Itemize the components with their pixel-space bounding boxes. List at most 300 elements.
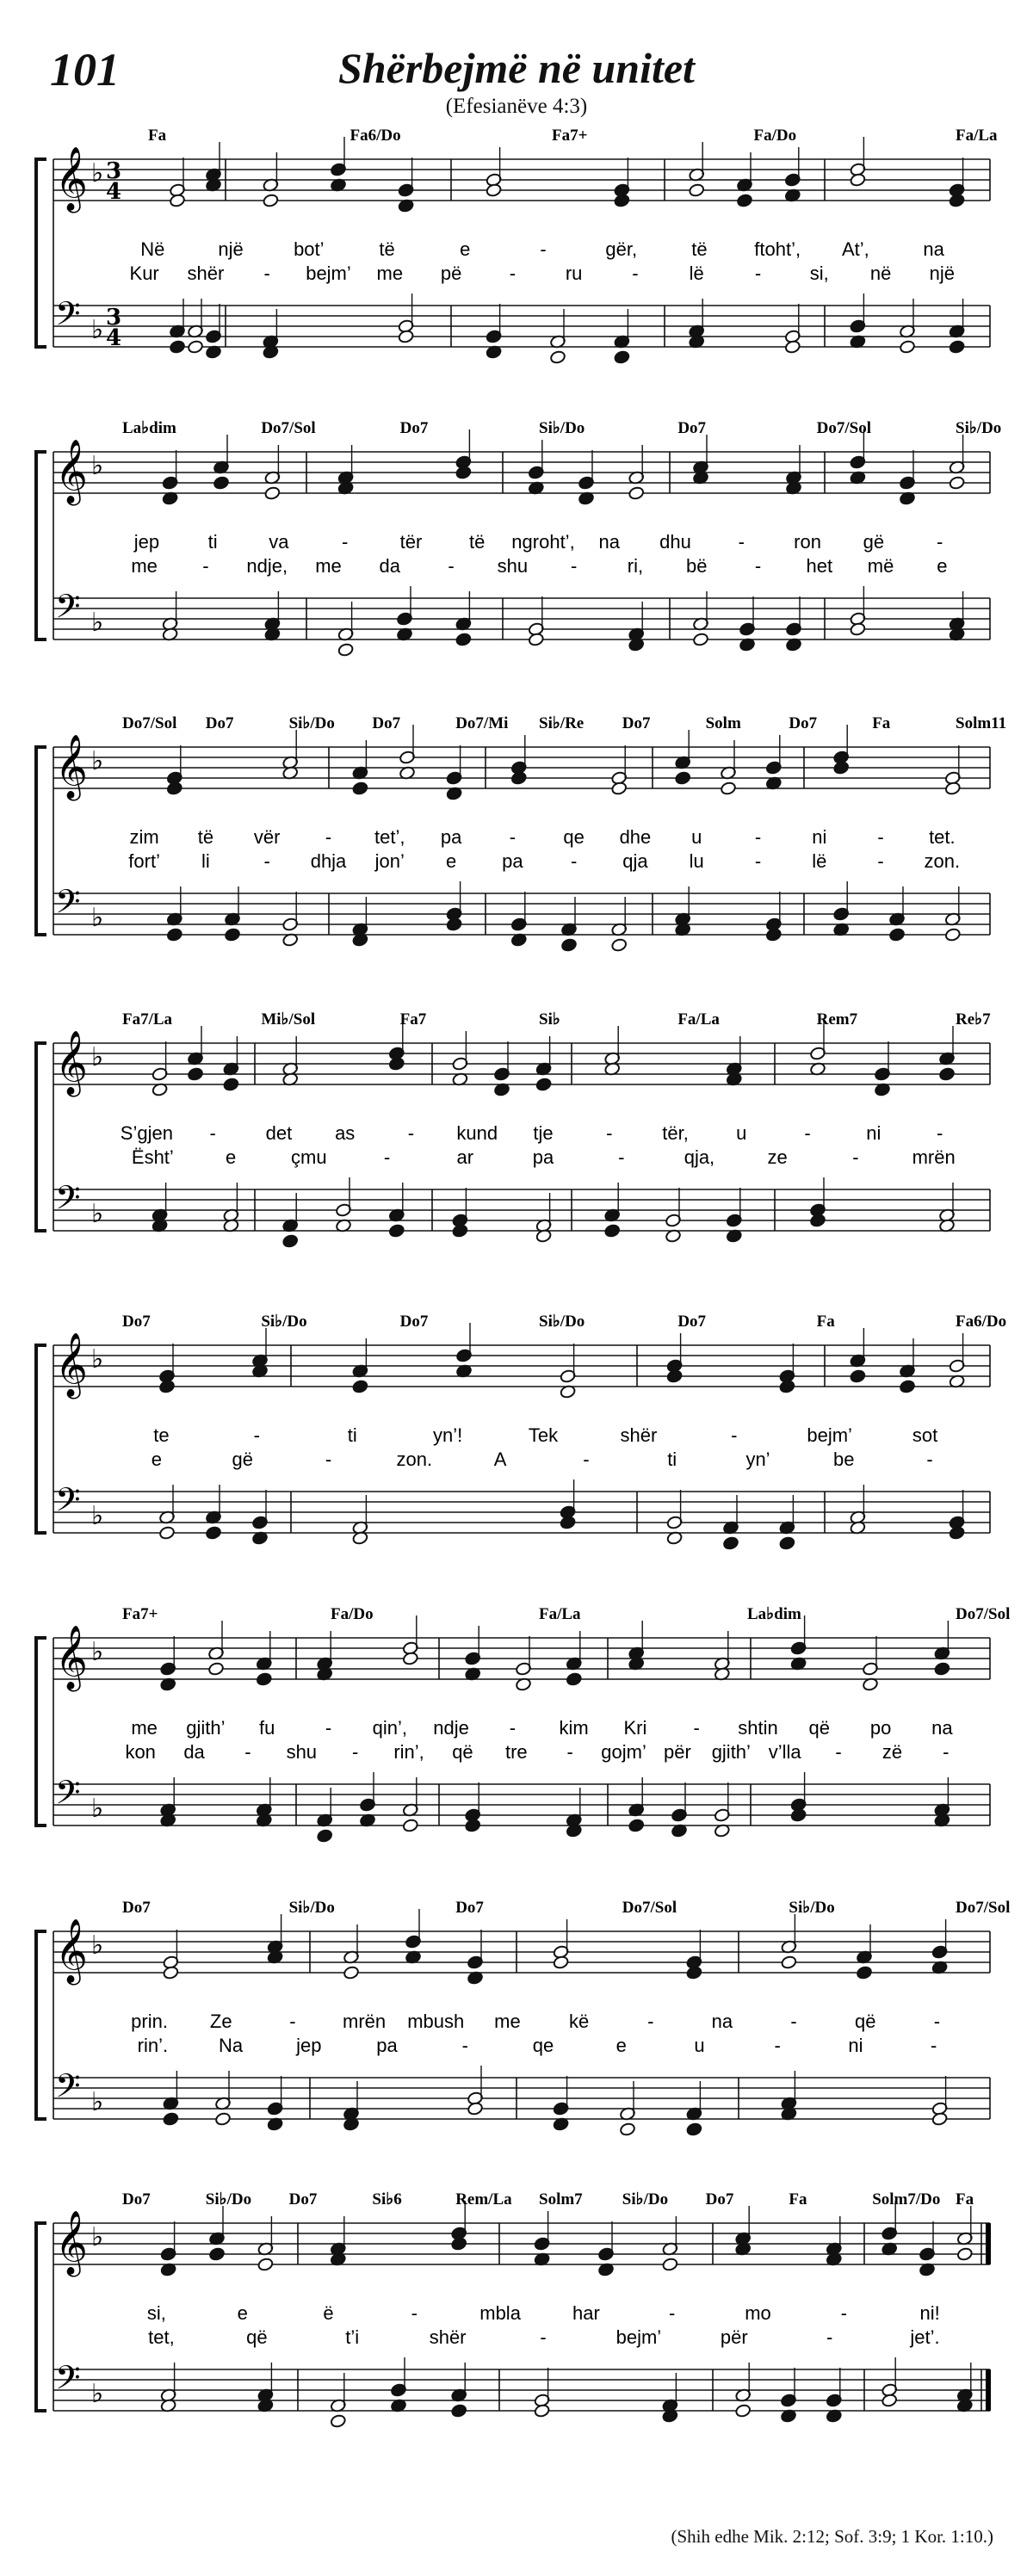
lyric-syllable: qja, [684,1146,715,1168]
lyric-hyphen: - [244,1741,251,1763]
lyric-syllable: lë [812,850,827,872]
lyric-syllable: me [315,555,342,577]
lyric-syllable: bejm’ [807,1424,852,1446]
lyric-syllable: jet’. [910,2326,940,2348]
lyric-syllable: Tek [528,1424,559,1446]
lyric-syllable: prin. [131,2011,168,2032]
lyric-syllable: Kur [129,263,159,284]
chord-symbol: Fa7/La [122,1010,173,1029]
note-head [899,1380,915,1394]
key-signature-flat-icon: ♭ [91,1199,104,1229]
lyric-hyphen: - [509,826,516,848]
time-signature-top: 3 [105,158,122,184]
lyric-hyphen: - [774,2035,781,2056]
lyric-syllable: ti [347,1424,357,1446]
lyric-syllable: bejm’ [306,263,351,284]
note-head [343,1966,359,1980]
lyric-syllable: ftoht’, [754,238,801,260]
bass-clef-icon: 𝄢 [55,2066,81,2113]
lyric-hyphen: - [754,826,762,848]
lyric-syllable: Në [140,238,165,260]
treble-clef-icon: 𝄞 [55,1626,88,1690]
note-head [264,486,281,501]
lyric-hyphen: - [618,1146,625,1168]
lyric-syllable: gjith’ [186,1717,226,1739]
note-head [949,1526,965,1541]
lyric-hyphen: - [936,531,943,553]
final-barline [986,2223,991,2264]
lyric-syllable: tje [533,1122,554,1144]
lyric-syllable: shu [497,555,529,577]
lyric-syllable: që [452,1741,473,1763]
chord-symbol: Fa [789,2190,807,2208]
note-head [388,1057,405,1072]
lyric-syllable: rin’. [137,2035,169,2056]
lyric-hyphen: - [566,1741,573,1763]
lyric-hyphen: - [461,2035,468,2056]
treble-clef-icon: 𝄞 [55,1919,88,1983]
lyric-hyphen: - [877,826,884,848]
lyric-hyphen: - [852,1146,859,1168]
chord-symbol: Si♭/Do [261,1313,307,1331]
lyric-syllable: jon’ [374,850,405,872]
lyric-syllable: zon. [924,850,961,872]
lyric-hyphen: - [383,1146,391,1168]
lyric-syllable: për [720,2326,748,2348]
system-5 [36,1313,1006,1550]
lyric-syllable: li [201,850,210,872]
note-head [388,1224,405,1239]
lyric-hyphen: - [209,1122,216,1144]
treble-clef-icon: 𝄞 [55,1031,88,1095]
note-head [949,340,965,355]
lyric-hyphen: - [835,1741,842,1763]
note-head [207,1662,224,1677]
note-head [263,194,279,208]
note-head [486,183,502,198]
lyric-hyphen: - [790,2011,797,2032]
lyric-syllable: në [869,263,892,284]
lyric-hyphen: - [738,531,745,553]
note-head [535,1078,552,1092]
note-head [187,1067,203,1082]
chord-symbol: Si♭/Do [622,2190,669,2208]
chord-symbol: Solm7/Do [872,2190,941,2208]
key-signature-flat-icon: ♭ [91,2379,104,2409]
lyric-syllable: be [833,1449,855,1470]
lyric-syllable: ti [207,531,218,553]
chord-symbol: Do7 [677,1313,707,1331]
lyric-hyphen: - [731,1424,738,1446]
lyric-syllable: ndje [433,1717,469,1739]
lyric-syllable: ti [667,1449,677,1470]
treble-clef-icon: 𝄞 [55,1333,88,1397]
lyric-syllable: me [376,263,404,284]
lyric-syllable: na [923,238,944,260]
treble-clef-icon: 𝄞 [55,735,88,799]
note-head [553,1955,569,1970]
lyric-syllable: pa [440,826,462,848]
lyric-syllable: e [460,238,471,260]
note-head [666,1369,683,1384]
note-head [856,1966,872,1980]
lyric-syllable: gjith’ [711,1741,751,1763]
lyric-hyphen: - [540,238,547,260]
system-2 [36,419,1001,657]
system-3 [36,714,1006,952]
footnote: (Shih edhe Mik. 2:12; Sof. 3:9; 1 Kor. 1:10.) [671,2526,993,2547]
key-signature-flat-icon: ♭ [91,1637,104,1667]
system-6 [36,1605,1010,1843]
lyric-hyphen: - [263,263,270,284]
note-head [938,1067,955,1082]
system-4 [36,1010,991,1248]
note-head [686,2122,702,2137]
treble-clef-icon: 𝄞 [55,440,88,503]
lyric-hyphen: - [754,850,762,872]
system-bracket [36,2223,46,2411]
note-head [455,466,472,480]
lyric-syllable: dhja [310,850,347,872]
note-head [169,340,185,355]
hymn-number: 101 [50,44,120,96]
chord-symbol: Do7/Sol [261,419,316,437]
note-head [166,928,182,942]
bass-clef-icon: 𝄢 [55,587,81,633]
chord-symbol: Si♭/Do [288,714,335,732]
lyric-hyphen: - [352,1741,359,1763]
note-head [208,2247,225,2262]
lyric-syllable: bë [685,555,708,577]
scripture-reference: (Efesianëve 4:3) [445,95,588,118]
note-head [944,928,961,942]
lyric-syllable: A [493,1449,507,1470]
chord-symbol: Fa/Do [753,127,797,145]
lyric-hyphen: - [840,2302,847,2324]
chord-symbol: Do7/Sol [122,714,177,732]
note-head [934,1662,950,1677]
lyric-syllable: u [736,1122,747,1144]
lyric-hyphen: - [583,1449,590,1470]
lyric-syllable: dhe [619,826,652,848]
lyric-hyphen: - [930,2035,937,2056]
system-bracket [36,159,46,347]
note-head [402,1652,418,1666]
lyric-syllable: yn’ [745,1449,770,1470]
lyric-syllable: lë [689,263,704,284]
lyric-syllable: të [469,531,486,553]
bass-clef-icon: 𝄢 [55,2358,81,2405]
chord-symbol: Fa6/Do [349,127,401,145]
note-head [158,1526,175,1541]
lyric-syllable: zon. [396,1449,433,1470]
lyric-syllable: e [225,1146,237,1168]
chord-symbol: Fa/La [956,127,998,145]
lyric-syllable: v’lla [768,1741,801,1763]
system-bracket [36,1043,46,1231]
note-head [604,1224,621,1239]
bass-clef-icon: 𝄢 [55,882,81,929]
note-head [560,938,577,953]
hymn-title: Shërbejmë në unitet [338,44,695,92]
system-bracket [36,1345,46,1533]
note-head [223,1078,239,1092]
bass-clef-icon: 𝄢 [55,1480,81,1527]
lyric-syllable: bejm’ [615,2326,662,2348]
lyric-syllable: të [197,826,214,848]
lyric-syllable: që [246,2326,268,2348]
lyric-syllable: më [867,555,894,577]
chord-symbol: Rem7 [816,1010,858,1029]
system-bracket [36,747,46,935]
note-head [736,194,752,208]
lyric-syllable: shtin [738,1717,778,1739]
chord-symbol: Do7 [399,1313,429,1331]
note-head [611,938,628,953]
note-head [784,340,801,355]
lyric-syllable: Ësht’ [131,1146,174,1168]
chord-symbol: Do7 [122,2190,151,2208]
lyric-syllable: na [711,2011,733,2032]
lyric-syllable: jep [133,531,160,553]
lyric-syllable: po [869,1717,892,1739]
chord-symbol: Fa7 [399,1010,427,1029]
lyric-syllable: qe [563,826,585,848]
lyric-syllable: yn’! [432,1424,463,1446]
note-head [833,761,850,775]
lyric-syllable: me [131,555,158,577]
chord-symbol: Do7/Sol [622,1899,677,1917]
note-head [689,183,705,198]
note-head [187,340,203,355]
key-signature-flat-icon: ♭ [91,746,104,776]
treble-clef-icon: 𝄞 [55,2211,88,2275]
key-signature-flat-icon: ♭ [91,608,104,638]
lyric-hyphen: - [570,850,578,872]
lyric-hyphen: - [933,2011,941,2032]
note-head [398,330,414,344]
lyric-hyphen: - [253,1424,260,1446]
lyric-hyphen: - [263,850,270,872]
note-head [451,2404,467,2418]
note-head [402,1819,418,1833]
lyric-hyphen: - [647,2011,654,2032]
lyric-syllable: fu [259,1717,275,1739]
key-signature-flat-icon: ♭ [91,158,104,188]
note-head [949,194,965,208]
key-signature-flat-icon: ♭ [91,1344,104,1374]
note-head [720,781,736,796]
chord-symbol: La♭dim [747,1605,801,1623]
lyric-syllable: shu [286,1741,318,1763]
key-signature-flat-icon: ♭ [91,1501,104,1531]
chord-symbol: Fa [872,714,891,732]
lyric-syllable: që [855,2011,876,2032]
note-head [549,350,566,365]
lyric-syllable: çmu [291,1146,327,1168]
chord-symbol: Do7 [122,1313,151,1331]
key-signature-flat-icon: ♭ [91,2087,104,2117]
lyric-syllable: me [494,2011,521,2032]
system-bracket [36,1931,46,2119]
lyric-syllable: ë [323,2302,334,2324]
note-head [850,173,866,188]
lyric-syllable: tet. [929,826,956,848]
key-signature-flat-icon: ♭ [91,2222,104,2252]
chord-symbol: Do7 [789,714,818,732]
lyric-hyphen: - [936,1122,943,1144]
lyric-hyphen: - [289,2011,296,2032]
lyric-hyphen: - [325,1717,332,1739]
lyric-syllable: na [598,531,621,553]
lyric-syllable: ni [866,1122,881,1144]
chord-symbol: Do7/Sol [816,419,872,437]
note-head [662,2258,678,2272]
time-signature-bottom: 4 [105,325,122,351]
note-head [614,194,630,208]
chord-symbol: Fa/La [677,1010,720,1029]
note-head [735,2404,752,2418]
note-head [888,928,905,942]
note-head [510,771,527,786]
chord-symbol: Si♭/Do [539,1313,585,1331]
lyric-syllable: bot’ [294,238,325,260]
lyric-syllable: da [379,555,401,577]
lyric-syllable: shër [187,263,225,284]
lyric-syllable: të [691,238,708,260]
lyric-hyphen: - [606,1122,613,1144]
lyric-hyphen: - [325,1449,332,1470]
note-head [337,643,354,658]
lyric-hyphen: - [877,850,884,872]
lyric-syllable: pa [532,1146,554,1168]
lyric-hyphen: - [570,555,578,577]
note-head [446,917,462,932]
lyric-syllable: ni [812,826,827,848]
system-bracket [36,1638,46,1825]
lyric-syllable: gër, [605,238,638,260]
note-head [628,486,645,501]
note-head [765,928,782,942]
chord-symbol: Do7 [455,1899,484,1917]
note-head [169,194,185,208]
chord-symbol: Mi♭/Sol [261,1010,316,1029]
bass-clef-icon: 𝄢 [55,1178,81,1225]
lyric-syllable: qja [622,850,648,872]
lyric-syllable: fort’ [128,850,160,872]
lyric-syllable: pë [440,263,462,284]
note-head [451,2237,467,2252]
lyric-syllable: da [183,1741,205,1763]
lyric-syllable: ri, [627,555,644,577]
lyric-syllable: t’i [345,2326,360,2348]
chord-symbol: Si♭/Re [539,714,585,732]
lyric-syllable: si, [146,2302,166,2324]
chord-symbol: Fa [148,127,167,145]
lyric-syllable: het [806,555,833,577]
lyric-syllable: tër [399,531,423,553]
lyric-hyphen: - [411,2302,418,2324]
lyric-syllable: një [218,238,244,260]
chord-symbol: Do7 [372,714,401,732]
key-signature-flat-icon: ♭ [91,451,104,481]
lyric-syllable: mo [745,2302,771,2324]
lyric-syllable: e [615,2035,627,2056]
lyric-hyphen: - [754,555,762,577]
lyric-syllable: tër, [662,1122,689,1144]
lyric-syllable: të [379,238,395,260]
chord-symbol: Do7 [288,2190,318,2208]
final-barline [986,2369,991,2411]
lyric-hyphen: - [407,1122,415,1144]
note-head [166,781,182,796]
lyric-syllable: ar [456,1146,474,1168]
lyric-syllable: ni! [919,2302,940,2324]
lyric-hyphen: - [448,555,455,577]
chord-symbol: Solm [705,714,741,732]
lyric-syllable: mbush [407,2011,465,2032]
lyric-syllable: det [265,1122,293,1144]
chord-symbol: Do7 [622,714,651,732]
note-head [528,633,544,647]
lyric-syllable: u [694,2035,705,2056]
lyric-syllable: ze [767,1146,788,1168]
chord-symbol: Fa [816,1313,835,1331]
lyric-syllable: e [151,1449,163,1470]
lyric-syllable: At’, [842,238,869,260]
lyric-syllable: e [445,850,457,872]
time-signature-bottom: 4 [105,179,122,205]
lyric-syllable: qin’, [372,1717,407,1739]
lyric-syllable: tre [504,1741,528,1763]
lyric-hyphen: - [540,2326,547,2348]
note-head [213,476,229,491]
lyric-syllable: shër [429,2326,467,2348]
chord-symbol: Fa6/Do [956,1313,1007,1331]
lyric-syllable: sot [912,1424,938,1446]
chord-symbol: Do7/Sol [956,1605,1011,1623]
chord-symbol: Si♭/Do [288,1899,335,1917]
note-head [628,1819,645,1833]
lyric-syllable: va [269,531,289,553]
key-signature-flat-icon: ♭ [91,1042,104,1072]
lyric-syllable: e [937,555,948,577]
lyric-syllable: një [929,263,956,284]
note-head [163,1966,179,1980]
note-head [781,1955,797,1970]
lyric-hyphen: - [632,263,639,284]
note-head [534,2404,550,2418]
chord-symbol: Si♭/Do [956,419,1002,437]
lyric-hyphen: - [202,555,209,577]
bass-clef-icon: 𝄢 [55,294,81,341]
lyric-syllable: u [691,826,702,848]
note-head [205,1526,221,1541]
chord-symbol: Fa/La [539,1605,581,1623]
lyric-syllable: tet, [148,2326,175,2348]
note-head [686,1966,702,1980]
chord-symbol: Do7 [122,1899,151,1917]
lyric-hyphen: - [693,1717,700,1739]
lyric-syllable: Ze [209,2011,232,2032]
lyric-syllable: tet’, [374,826,405,848]
lyric-hyphen: - [826,2326,833,2348]
lyric-syllable: har [572,2302,600,2324]
note-head [214,2112,231,2127]
chord-symbol: Re♭7 [956,1010,991,1029]
chord-symbol: Do7/Sol [956,1899,1011,1917]
key-signature-flat-icon: ♭ [91,1794,104,1824]
